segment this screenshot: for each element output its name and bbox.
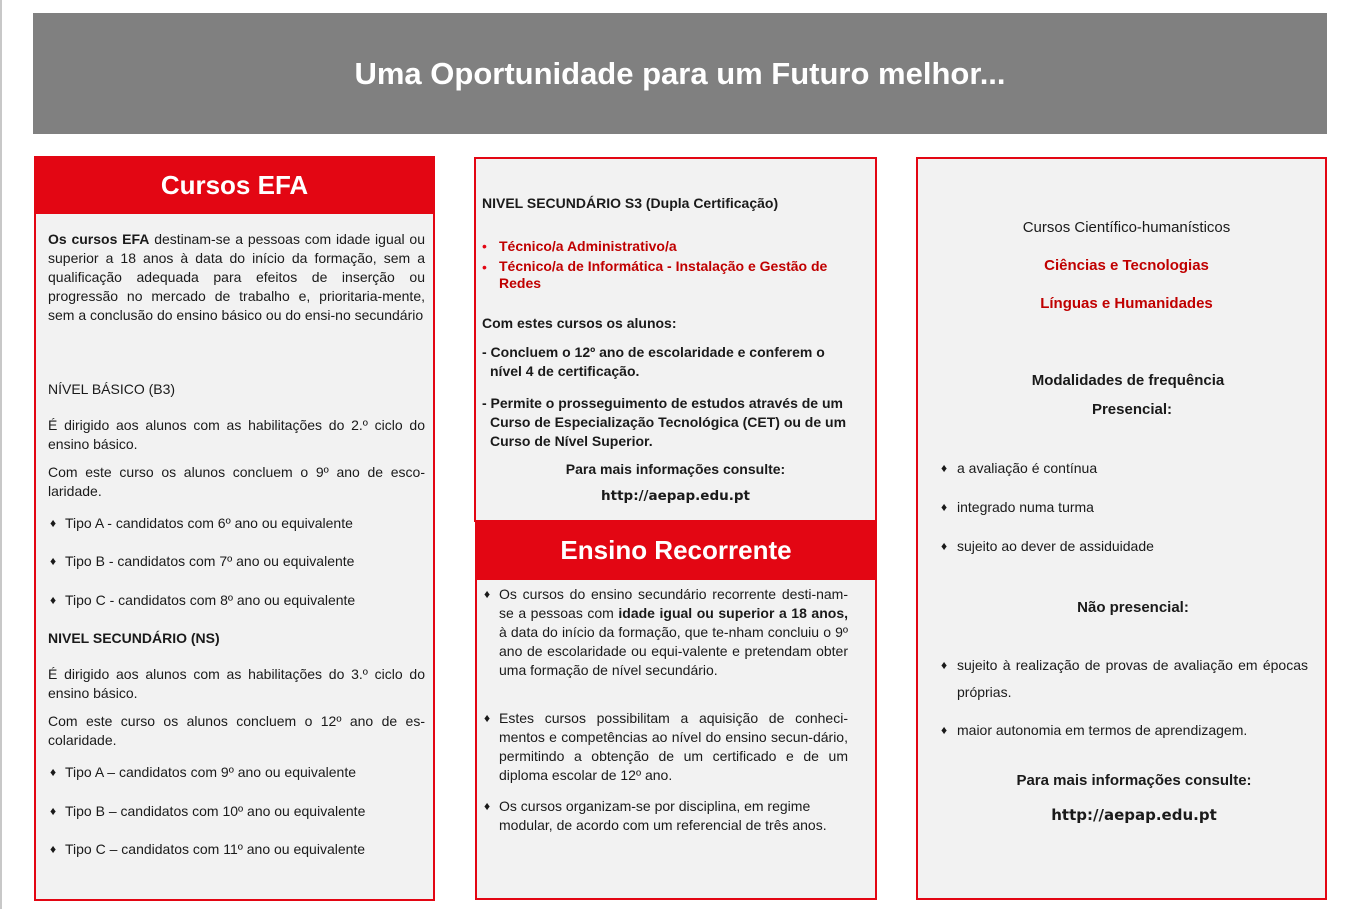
recorrente-p1-a: Os cursos do ensino secundário recorrente desti-nam-se a pessoas com [499,586,848,621]
diamond-icon: ♦ [941,461,948,475]
s3-course: Técnico/a de Informática - Instalação e Gestão de Redes [499,258,828,291]
efa-secondary-item: Tipo B – candidatos com 10º ano ou equivalente [65,803,366,819]
diamond-icon: ♦ [941,658,948,672]
recorrente-p2: Estes cursos possibilitam a aquisição de conheci-mentos e competências ao nível do ensino secun-dário, permitindo a obtenção de um certificado e de um diploma escolar de 12º ano. [499,710,848,783]
recorrente-p3: Os cursos organizam-se por disciplina, em regime modular, de acordo com um referencial de três anos. [499,798,827,833]
efa-basic-title: NÍVEL BÁSICO (B3) [48,381,176,397]
s3-point-text: - Permite o prosseguimento de estudos através de um Curso de Especialização Tecnológica (CET) ou de um Curso de Nível Superior. [482,395,847,449]
ch-presencial: Presencial: [1091,401,1173,418]
diamond-icon: ♦ [484,587,491,601]
s3-point-text: - Concluem o 12º ano de escolaridade e conferem o nível 4 de certificação. [482,344,825,379]
efa-heading-text: Cursos EFA [160,169,309,200]
diamond-icon: ♦ [50,842,57,856]
ch-nao-item: sujeito à realização de provas de avaliação em épocas próprias. [957,657,1308,700]
ch-presencial-item: sujeito ao dever de assiduidade [957,538,1154,554]
recorrente-p1-bold: idade igual ou superior a 18 anos, [618,605,848,621]
recorrente-p1-b: à data do início da formação, que te-nham concluiu o 9º ano de escolaridade ou equi-valente e pretendam obter uma formação de nível secundário. [499,624,848,678]
s3-more-info: Para mais informações consulte: [565,461,786,477]
ch-nao-item: maior autonomia em termos de aprendizagem. [957,722,1248,738]
efa-intro-rest: destinam-se a pessoas com idade igual ou superior a 18 anos à data do início da formação, sem a qualificação adequada para efeitos de inserção ou progressão no mercado de trabalho e, prioritaria-mente, sem a conclusão do ensino básico ou do ensi-no secundário [48,231,425,323]
ch-presencial-item: a avaliação é contínua [957,460,1098,476]
diamond-icon: ♦ [50,593,57,607]
efa-intro [48,230,425,325]
efa-secondary-title: NIVEL SECUNDÁRIO (NS) [48,630,220,646]
diamond-icon: ♦ [941,500,948,514]
recorrente-heading-text: Ensino Recorrente [560,535,792,565]
page-banner [33,13,1327,134]
ch-title: Cursos Científico-humanísticos [1022,219,1231,236]
ch-nao-presencial: Não presencial: [1077,599,1189,616]
ch-presencial-item: integrado numa turma [957,499,1094,515]
ch-more-info: Para mais informações consulte: [1016,772,1252,789]
diamond-icon: ♦ [484,711,491,725]
efa-secondary-desc1: É dirigido aos alunos com as habilitações do 3.º ciclo do ensino básico. [48,666,425,701]
ch-url[interactable]: http://aepap.edu.pt [1051,806,1217,824]
efa-basic-item: Tipo B - candidatos com 7º ano ou equivalente [65,553,355,569]
s3-point [482,343,854,381]
recorrente-p1 [499,585,848,680]
efa-secondary-item: Tipo A – candidatos com 9º ano ou equivalente [65,764,357,780]
s3-url[interactable]: http://aepap.edu.pt [601,488,750,504]
ch-modalities: Modalidades de frequência [1031,372,1225,389]
bullet-icon: • [482,259,487,275]
efa-basic-item: Tipo A - candidatos com 6º ano ou equivalente [65,515,353,531]
s3-title: NIVEL SECUNDÁRIO S3 (Dupla Certificação) [482,195,779,211]
efa-basic-item: Tipo C - candidatos com 8º ano ou equivalente [65,592,356,608]
ch-course-2: Línguas e Humanidades [1040,295,1213,312]
recorrente-heading [475,521,877,580]
ch-course-1: Ciências e Tecnologias [1044,257,1209,274]
diamond-icon: ♦ [50,804,57,818]
s3-course: Técnico/a Administrativo/a [499,238,677,254]
efa-secondary-item: Tipo C – candidatos com 11º ano ou equivalente [65,841,366,857]
efa-heading [34,156,435,214]
diamond-icon: ♦ [941,539,948,553]
diamond-icon: ♦ [941,723,948,737]
diamond-icon: ♦ [50,765,57,779]
efa-basic-desc1: É dirigido aos alunos com as habilitações do 2.º ciclo do ensino básico. [48,417,425,452]
s3-with-courses: Com estes cursos os alunos: [482,315,677,331]
s3-point [482,394,862,451]
diamond-icon: ♦ [50,516,57,530]
efa-basic-desc2: Com este curso os alunos concluem o 9º ano de esco-laridade. [48,464,425,499]
page-left-edge [0,0,2,909]
efa-intro-lead: Os cursos EFA [48,231,150,247]
diamond-icon: ♦ [50,554,57,568]
banner-title: Uma Oportunidade para um Futuro melhor... [354,55,1006,91]
diamond-icon: ♦ [484,799,491,813]
efa-secondary-desc2: Com este curso os alunos concluem o 12º ano de es-colaridade. [48,713,425,748]
bullet-icon: • [482,238,487,254]
